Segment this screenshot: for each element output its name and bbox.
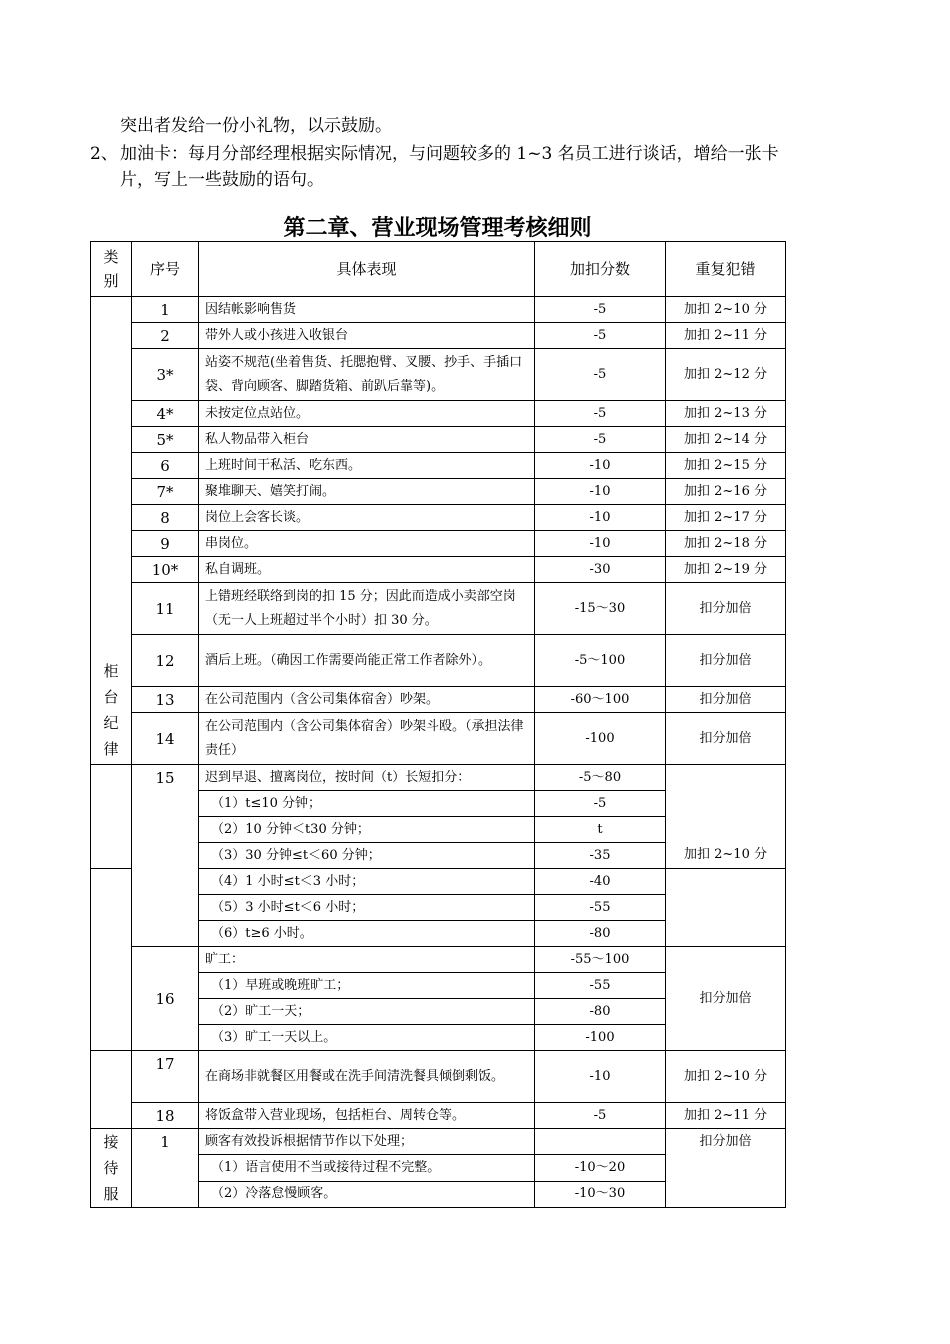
detail-cell: 在公司范围内（含公司集体宿舍）吵架。	[199, 687, 535, 713]
item-number: 2、	[90, 144, 118, 164]
score-cell: -5	[535, 323, 666, 349]
detail-cell: 私自调班。	[199, 557, 535, 583]
header-detail: 具体表现	[199, 242, 535, 297]
table-row	[91, 765, 786, 791]
table-row	[91, 479, 786, 505]
table-header-row	[91, 242, 786, 297]
header-category: 类别	[91, 242, 132, 297]
seq-cell: 7*	[132, 479, 199, 505]
seq-cell: 3*	[132, 349, 199, 401]
seq-cell: 18	[132, 1103, 199, 1129]
detail-cell: 聚堆聊天、嬉笑打闹。	[199, 479, 535, 505]
detail-cell: （3）30 分钟≤t＜60 分钟；	[199, 843, 535, 869]
table-row	[91, 713, 786, 765]
table-row	[91, 505, 786, 531]
repeat-cell: 扣分加倍	[666, 583, 786, 635]
score-cell: -55	[535, 895, 666, 921]
table-row	[91, 947, 786, 973]
detail-cell: 岗位上会客长谈。	[199, 505, 535, 531]
score-cell: -100	[535, 1025, 666, 1051]
table-row	[91, 557, 786, 583]
table-row	[91, 401, 786, 427]
seq-cell: 4*	[132, 401, 199, 427]
table-row	[91, 583, 786, 635]
detail-cell: 将饭盒带入营业现场，包括柜台、周转仓等。	[199, 1103, 535, 1129]
section-title: 第二章、营业现场管理考核细则	[283, 215, 592, 241]
repeat-cell: 加扣 2~17 分	[666, 505, 786, 531]
table-row	[91, 687, 786, 713]
seq-cell: 1	[132, 297, 199, 323]
table-row	[91, 297, 786, 323]
table-row	[91, 1129, 786, 1155]
item-text-line-2: 片，写上一些鼓励的语句。	[120, 170, 324, 190]
score-cell: -55～100	[535, 947, 666, 973]
seq-cell: 9	[132, 531, 199, 557]
score-cell: -55	[535, 973, 666, 999]
score-cell: -80	[535, 921, 666, 947]
repeat-cell: 加扣 2~11 分	[666, 1103, 786, 1129]
category-counter: 柜台纪律	[91, 297, 132, 765]
score-cell: -10	[535, 453, 666, 479]
repeat-cell: 扣分加倍	[666, 635, 786, 687]
seq-cell: 13	[132, 687, 199, 713]
table-row	[91, 349, 786, 401]
repeat-cell: 扣分加倍	[666, 1129, 786, 1208]
score-cell: -5～80	[535, 765, 666, 791]
item-text-line-1: 加油卡：每月分部经理根据实际情况，与问题较多的 1~3 名员工进行谈话，增给一张卡	[120, 144, 779, 164]
repeat-cell: 加扣 2~10 分	[666, 297, 786, 323]
seq-cell: 1	[132, 1129, 199, 1208]
repeat-cell: 扣分加倍	[666, 713, 786, 765]
repeat-cell: 加扣 2~19 分	[666, 557, 786, 583]
table-row	[91, 427, 786, 453]
detail-cell: 站姿不规范(坐着售货、托腮抱臂、叉腰、抄手、手插口袋、背向顾客、脚踏货箱、前趴后靠等)。	[199, 349, 535, 401]
repeat-cell: 加扣 2~10 分	[666, 1051, 786, 1103]
header-score: 加扣分数	[535, 242, 666, 297]
repeat-cell: 加扣 2~12 分	[666, 349, 786, 401]
seq-cell: 11	[132, 583, 199, 635]
repeat-cell: 加扣 2~15 分	[666, 453, 786, 479]
detail-cell: （6）t≥6 小时。	[199, 921, 535, 947]
repeat-cell-empty	[666, 869, 786, 947]
score-cell: -5	[535, 1103, 666, 1129]
detail-cell: （2）冷落怠慢顾客。	[199, 1181, 535, 1207]
table-row	[91, 453, 786, 479]
detail-cell: （1）早班或晚班旷工；	[199, 973, 535, 999]
seq-cell: 15	[132, 765, 199, 947]
score-cell: -10	[535, 531, 666, 557]
score-cell: -5	[535, 791, 666, 817]
detail-cell: 上错班经联络到岗的扣 15 分；因此而造成小卖部空岗（无一人上班超过半个小时）扣 30 分。	[199, 583, 535, 635]
seq-cell: 6	[132, 453, 199, 479]
category-empty	[91, 765, 132, 869]
score-cell: -10	[535, 479, 666, 505]
seq-cell: 10*	[132, 557, 199, 583]
score-cell: -10～20	[535, 1155, 666, 1181]
detail-cell: 私人物品带入柜台	[199, 427, 535, 453]
score-cell: -10	[535, 1051, 666, 1103]
score-cell: -30	[535, 557, 666, 583]
score-cell: -80	[535, 999, 666, 1025]
seq-cell: 16	[132, 947, 199, 1051]
repeat-cell: 扣分加倍	[666, 947, 786, 1051]
score-cell: -5	[535, 427, 666, 453]
seq-cell: 2	[132, 323, 199, 349]
detail-cell: （5）3 小时≤t＜6 小时；	[199, 895, 535, 921]
score-cell: -10～30	[535, 1181, 666, 1207]
repeat-cell: 加扣 2~18 分	[666, 531, 786, 557]
detail-cell: （2）10 分钟＜t30 分钟；	[199, 817, 535, 843]
detail-cell: （1）t≤10 分钟；	[199, 791, 535, 817]
score-cell: -10	[535, 505, 666, 531]
detail-cell: （2）旷工一天；	[199, 999, 535, 1025]
detail-cell: 上班时间干私活、吃东西。	[199, 453, 535, 479]
score-cell: -5	[535, 349, 666, 401]
assessment-table	[90, 241, 786, 1208]
repeat-cell: 加扣 2~11 分	[666, 323, 786, 349]
detail-cell: （1）语言使用不当或接待过程不完整。	[199, 1155, 535, 1181]
repeat-cell: 加扣 2~16 分	[666, 479, 786, 505]
score-cell: -60～100	[535, 687, 666, 713]
detail-cell: 未按定位点站位。	[199, 401, 535, 427]
score-cell: -15～30	[535, 583, 666, 635]
repeat-cell: 加扣 2~14 分	[666, 427, 786, 453]
detail-cell: 在公司范围内（含公司集体宿舍）吵架斗殴。（承担法律责任）	[199, 713, 535, 765]
detail-cell: 带外人或小孩进入收银台	[199, 323, 535, 349]
detail-cell: 在商场非就餐区用餐或在洗手间清洗餐具倾倒剩饭。	[199, 1051, 535, 1103]
score-cell: t	[535, 817, 666, 843]
category-service: 接待服	[91, 1129, 132, 1208]
intro-paragraph-1: 突出者发给一份小礼物，以示鼓励。	[120, 116, 392, 136]
seq-cell: 17	[132, 1051, 199, 1103]
score-cell: -40	[535, 869, 666, 895]
table-row	[91, 531, 786, 557]
seq-cell: 12	[132, 635, 199, 687]
repeat-cell: 加扣 2~13 分	[666, 401, 786, 427]
score-cell: -35	[535, 843, 666, 869]
repeat-cell: 加扣 2~10 分	[666, 765, 786, 869]
header-seq: 序号	[132, 242, 199, 297]
score-cell	[535, 1129, 666, 1155]
detail-cell: 酒后上班。（确因工作需要尚能正常工作者除外）。	[199, 635, 535, 687]
header-repeat: 重复犯错	[666, 242, 786, 297]
detail-cell: （4）1 小时≤t＜3 小时；	[199, 869, 535, 895]
table-row	[91, 1051, 786, 1103]
score-cell: -5～100	[535, 635, 666, 687]
table-row	[91, 323, 786, 349]
repeat-cell: 扣分加倍	[666, 687, 786, 713]
table-row	[91, 1103, 786, 1129]
score-cell: -5	[535, 401, 666, 427]
intro-item-2	[90, 141, 870, 193]
detail-cell: 迟到早退、擅离岗位，按时间（t）长短扣分：	[199, 765, 535, 791]
seq-cell: 14	[132, 713, 199, 765]
detail-cell: 顾客有效投诉根据情节作以下处理；	[199, 1129, 535, 1155]
detail-cell: 串岗位。	[199, 531, 535, 557]
category-empty	[91, 869, 132, 1051]
detail-cell: 因结帐影响售货	[199, 297, 535, 323]
detail-cell: 旷工：	[199, 947, 535, 973]
score-cell: -100	[535, 713, 666, 765]
score-cell: -5	[535, 297, 666, 323]
seq-cell: 8	[132, 505, 199, 531]
seq-cell: 5*	[132, 427, 199, 453]
table-row	[91, 635, 786, 687]
detail-cell: （3）旷工一天以上。	[199, 1025, 535, 1051]
category-empty	[91, 1051, 132, 1129]
